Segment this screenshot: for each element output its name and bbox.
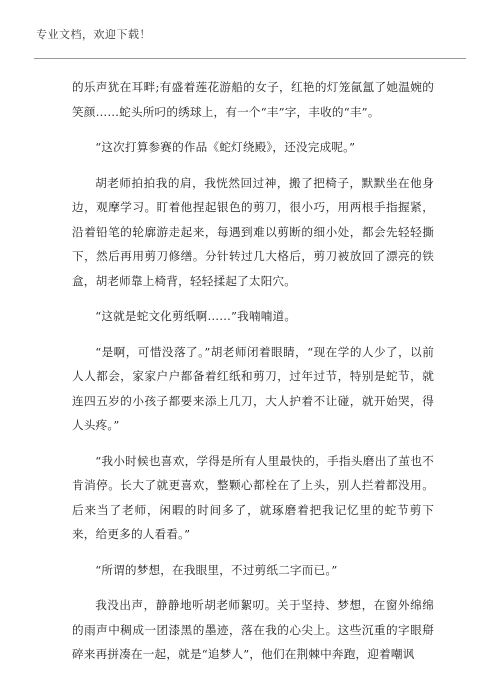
paragraph: “所谓的梦想，在我眼里，不过剪纸二字而已。” xyxy=(95,562,338,577)
paragraph: “这次打算参赛的作品《蛇灯绕殿》，还没完成呢。” xyxy=(95,140,356,154)
document-body xyxy=(72,75,434,678)
paragraph: “这就是蛇文化剪纸啊……”我喃喃道。 xyxy=(95,309,297,323)
paragraph: “我小时候也喜欢，学得是所有人里最快的，手指头磨出了茧也不肯消停。长大了就更喜欢，整颗心都栓在了上头，别人拦着都没用。后来当了老师，闲暇的时间多了，就琢磨着把我记忆里的蛇节剪下来，给更多的人看看。” xyxy=(72,453,434,541)
page-header: 专业文档，欢迎下载！ xyxy=(36,28,151,41)
header-divider xyxy=(34,58,466,59)
paragraph: “是啊，可惜没落了。”胡老师闭着眼睛，“现在学的人少了，以前人人都会，家家户户都备着红纸和剪刀，过年过节，特别是蛇节，就连四五岁的小孩子都要来添上几刀，大人护着不让碰，就开始哭，得人头疼。” xyxy=(72,344,434,432)
paragraph: 我没出声，静静地听胡老师絮叨。关于坚持、梦想，在窗外绵绵的雨声中稠成一团漆黑的墨迹，落在我的心尖上。这些沉重的字眼搿碎来再拼凑在一起，就是“追梦人”，他们在荆棘中奔跑，迎着嘲讽 xyxy=(72,598,434,661)
paragraph: 胡老师拍拍我的肩，我恍然回过神，搬了把椅子，默默坐在他身边，观摩学习。盯着他捏起银色的剪刀，很小巧，用两根手指握紧，沿着铅笔的轮廓游走起来，每遇到难以剪断的细小处，都会先轻轻撕下，然后再用剪刀修缮。分针转过几大格后，剪刀被放回了漂亮的铁盒，胡老师靠上椅背，轻轻揉起了太阳穴。 xyxy=(72,175,434,288)
paragraph: 的乐声犹在耳畔;有盛着莲花游船的女子，红艳的灯笼氤氲了她温婉的笑颜……蛇头所叼的绣球上，有一个“丰”字，丰收的“丰”。 xyxy=(72,80,434,119)
